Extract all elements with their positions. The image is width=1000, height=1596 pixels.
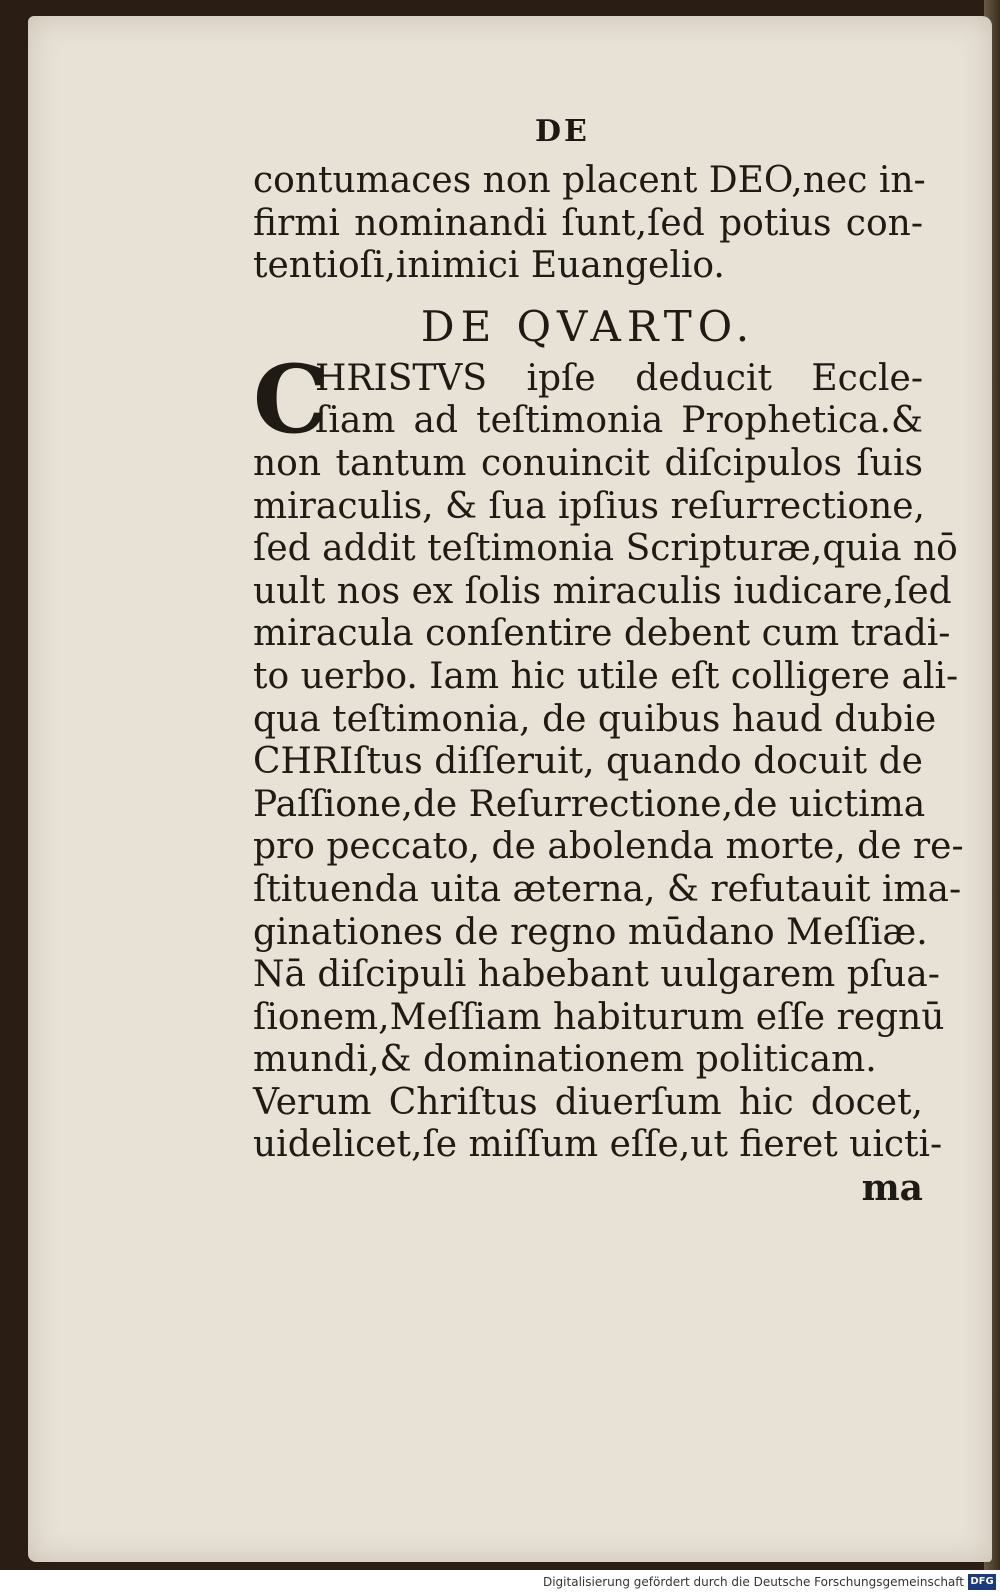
section-heading: DE QVARTO.	[420, 301, 756, 351]
text-line: uult nos ex ſolis miraculis iudicare,ſed	[253, 570, 952, 612]
text-line: CHRIſtus diſſeruit, quando docuit de	[253, 741, 923, 783]
text-line: miracula conſentire debent cum tradi-	[253, 613, 951, 655]
text-line: mundi,& dominationem politicam.	[253, 1039, 877, 1081]
text-line: ſiam ad teſtimonia Prophetica.&	[315, 400, 923, 442]
text-line: Paſſione,de Reſurrectione,de uictima	[253, 783, 926, 825]
catchword: ma	[861, 1167, 923, 1210]
drop-cap: C	[253, 344, 328, 455]
text-line: Nā diſcipuli habebant uulgarem pſua-	[253, 954, 940, 996]
footer	[0, 1570, 1000, 1596]
text-line: firmi nominandi ſunt,ſed potius con-	[253, 202, 923, 244]
text-line: HRISTVS ipſe deducit Eccle-	[315, 357, 923, 399]
footer-credit: Digitalisierung gefördert durch die Deutsche Forschungsgemeinschaft	[542, 1575, 964, 1589]
text-block	[253, 160, 964, 1210]
text-line: to uerbo. Iam hic utile eſt colligere ali-	[253, 655, 959, 697]
text-line: ſed addit teſtimonia Scripturæ,quia nō	[253, 528, 958, 570]
dfg-logo-icon: DFG	[968, 1574, 996, 1590]
text-line: pro peccato, de abolenda morte, de re-	[253, 826, 964, 868]
text-line: uidelicet,ſe miſſum eſſe,ut fieret uicti-	[253, 1124, 943, 1166]
text-line: Verum Chriſtus diuerſum hic docet,	[253, 1081, 923, 1123]
text-line: contumaces non placent DEO,nec in-	[253, 160, 926, 201]
text-line: qua teſtimonia, de quibus haud dubie	[253, 698, 937, 740]
text-line: ginationes de regno mūdano Meſſiæ.	[253, 911, 928, 953]
paragraph	[253, 344, 964, 1167]
running-head: DE	[535, 114, 590, 149]
text-line: tentioſi,inimici Euangelio.	[253, 245, 725, 287]
text-line: miraculis, & ſua ipſius reſurrectione,	[253, 485, 925, 527]
text-line: ſtituenda uita æterna, & refutauit ima-	[253, 868, 962, 910]
text-line: non tantum conuincit diſcipulos ſuis	[253, 442, 923, 484]
text-line: ſionem,Meſſiam habiturum eſſe regnū	[253, 996, 945, 1038]
